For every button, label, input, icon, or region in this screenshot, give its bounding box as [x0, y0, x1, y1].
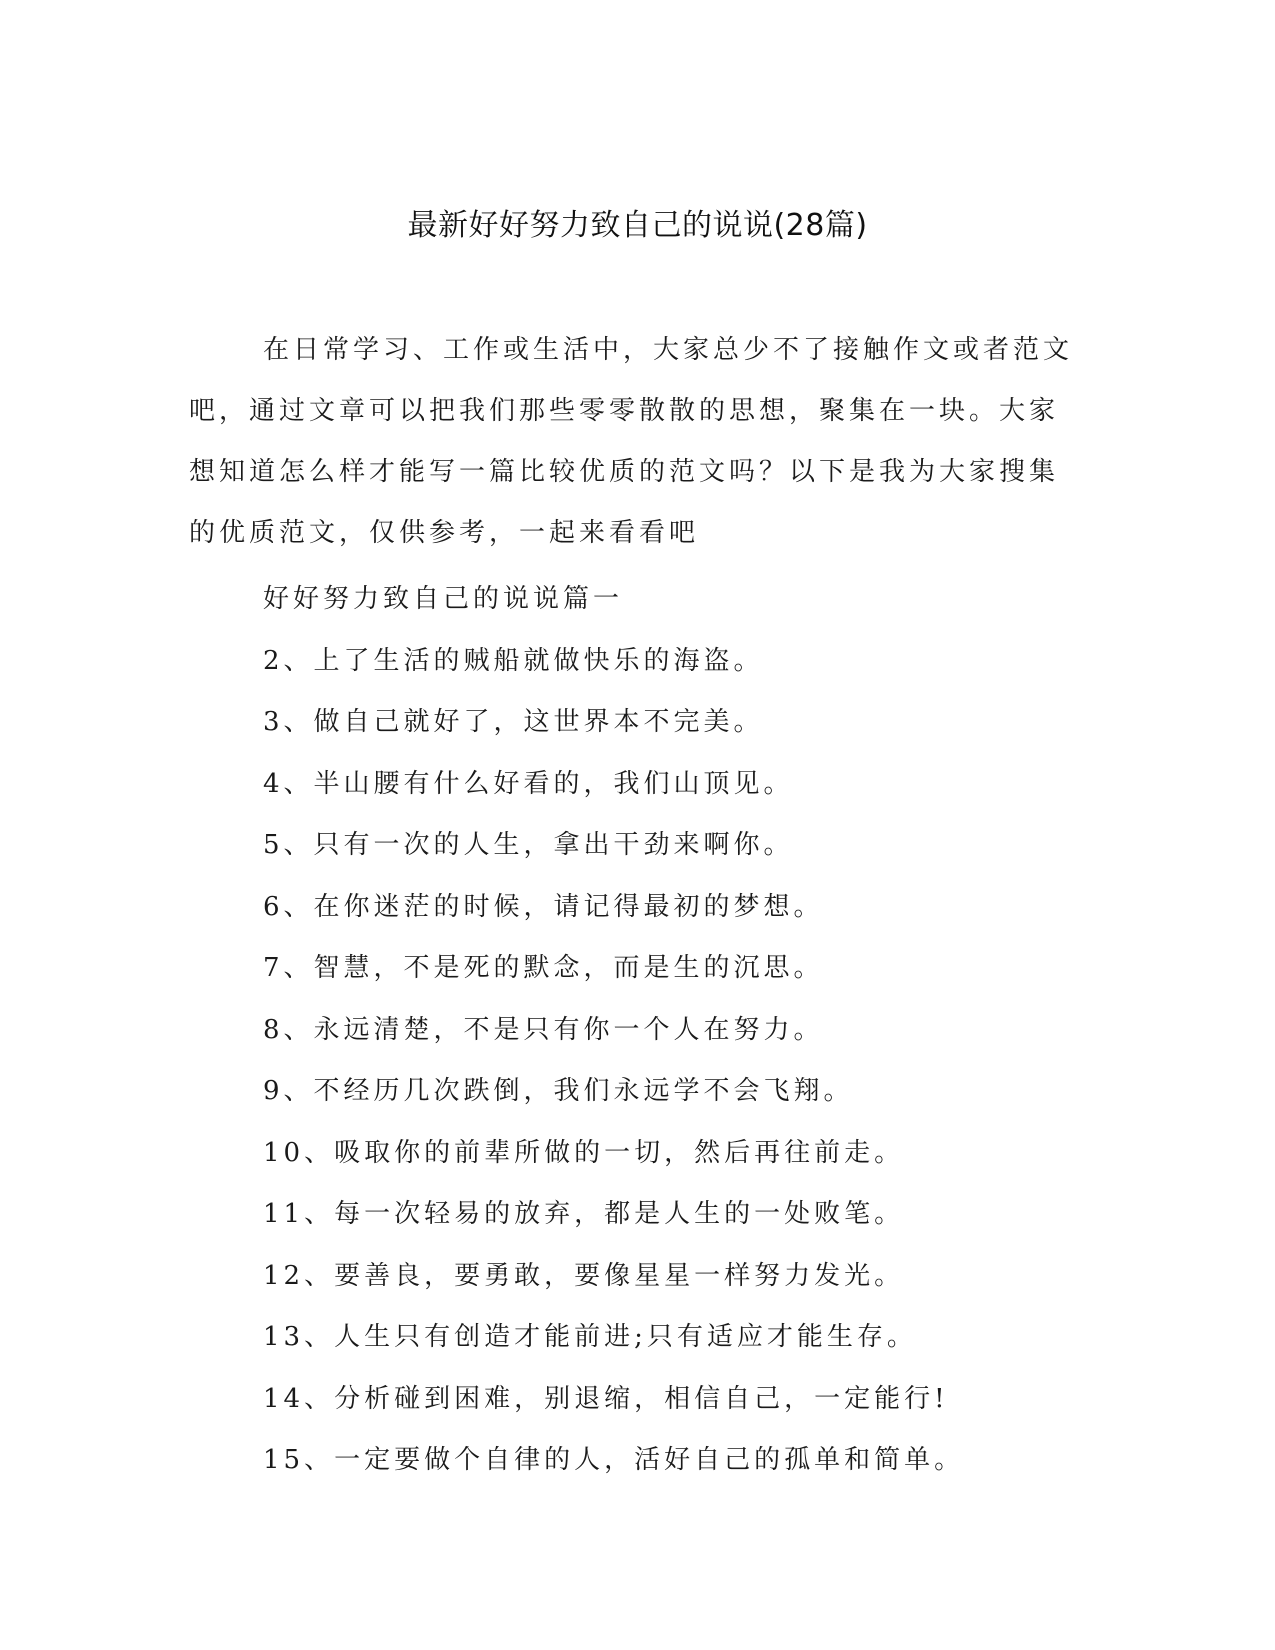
saying-item: 9、不经历几次跌倒，我们永远学不会飞翔。: [263, 1076, 854, 1106]
saying-item: 15、一定要做个自律的人，活好自己的孤单和简单。: [263, 1445, 965, 1475]
intro-paragraph: 在日常学习、工作或生活中，大家总少不了接触作文或者范文吧，通过文章可以把我们那些零零散散的思想，聚集在一块。大家想知道怎么样才能写一篇比较优质的范文吗？以下是我为大家搜集的优质范文，仅供参考，一起来看看吧: [189, 335, 1074, 548]
saying-item: 4、半山腰有什么好看的，我们山顶见。: [263, 768, 794, 799]
saying-item: 3、做自己就好了，这世界本不完美。: [263, 707, 764, 737]
document-title: 最新好好努力致自己的说说(28篇): [407, 208, 868, 243]
saying-item: 8、永远清楚，不是只有你一个人在努力。: [263, 1014, 824, 1045]
saying-item: 5、只有一次的人生，拿出干劲来啊你。: [263, 830, 794, 860]
saying-list: [263, 569, 1083, 1492]
saying-item: 2、上了生活的贼船就做快乐的海盗。: [263, 645, 764, 676]
section-heading: 好好努力致自己的说说篇一: [263, 584, 624, 614]
saying-item: 13、人生只有创造才能前进;只有适应才能生存。: [263, 1322, 917, 1352]
saying-item: 12、要善良，要勇敢，要像星星一样努力发光。: [263, 1260, 905, 1291]
saying-item: 10、吸取你的前辈所做的一切，然后再往前走。: [263, 1137, 905, 1168]
saying-item: 6、在你迷茫的时候，请记得最初的梦想。: [263, 891, 824, 922]
saying-item: 7、智慧，不是死的默念，而是生的沉思。: [263, 953, 824, 983]
saying-item: 11、每一次轻易的放弃，都是人生的一处败笔。: [263, 1199, 905, 1229]
saying-item: 14、分析碰到困难，别退缩，相信自己，一定能行!: [263, 1383, 949, 1414]
